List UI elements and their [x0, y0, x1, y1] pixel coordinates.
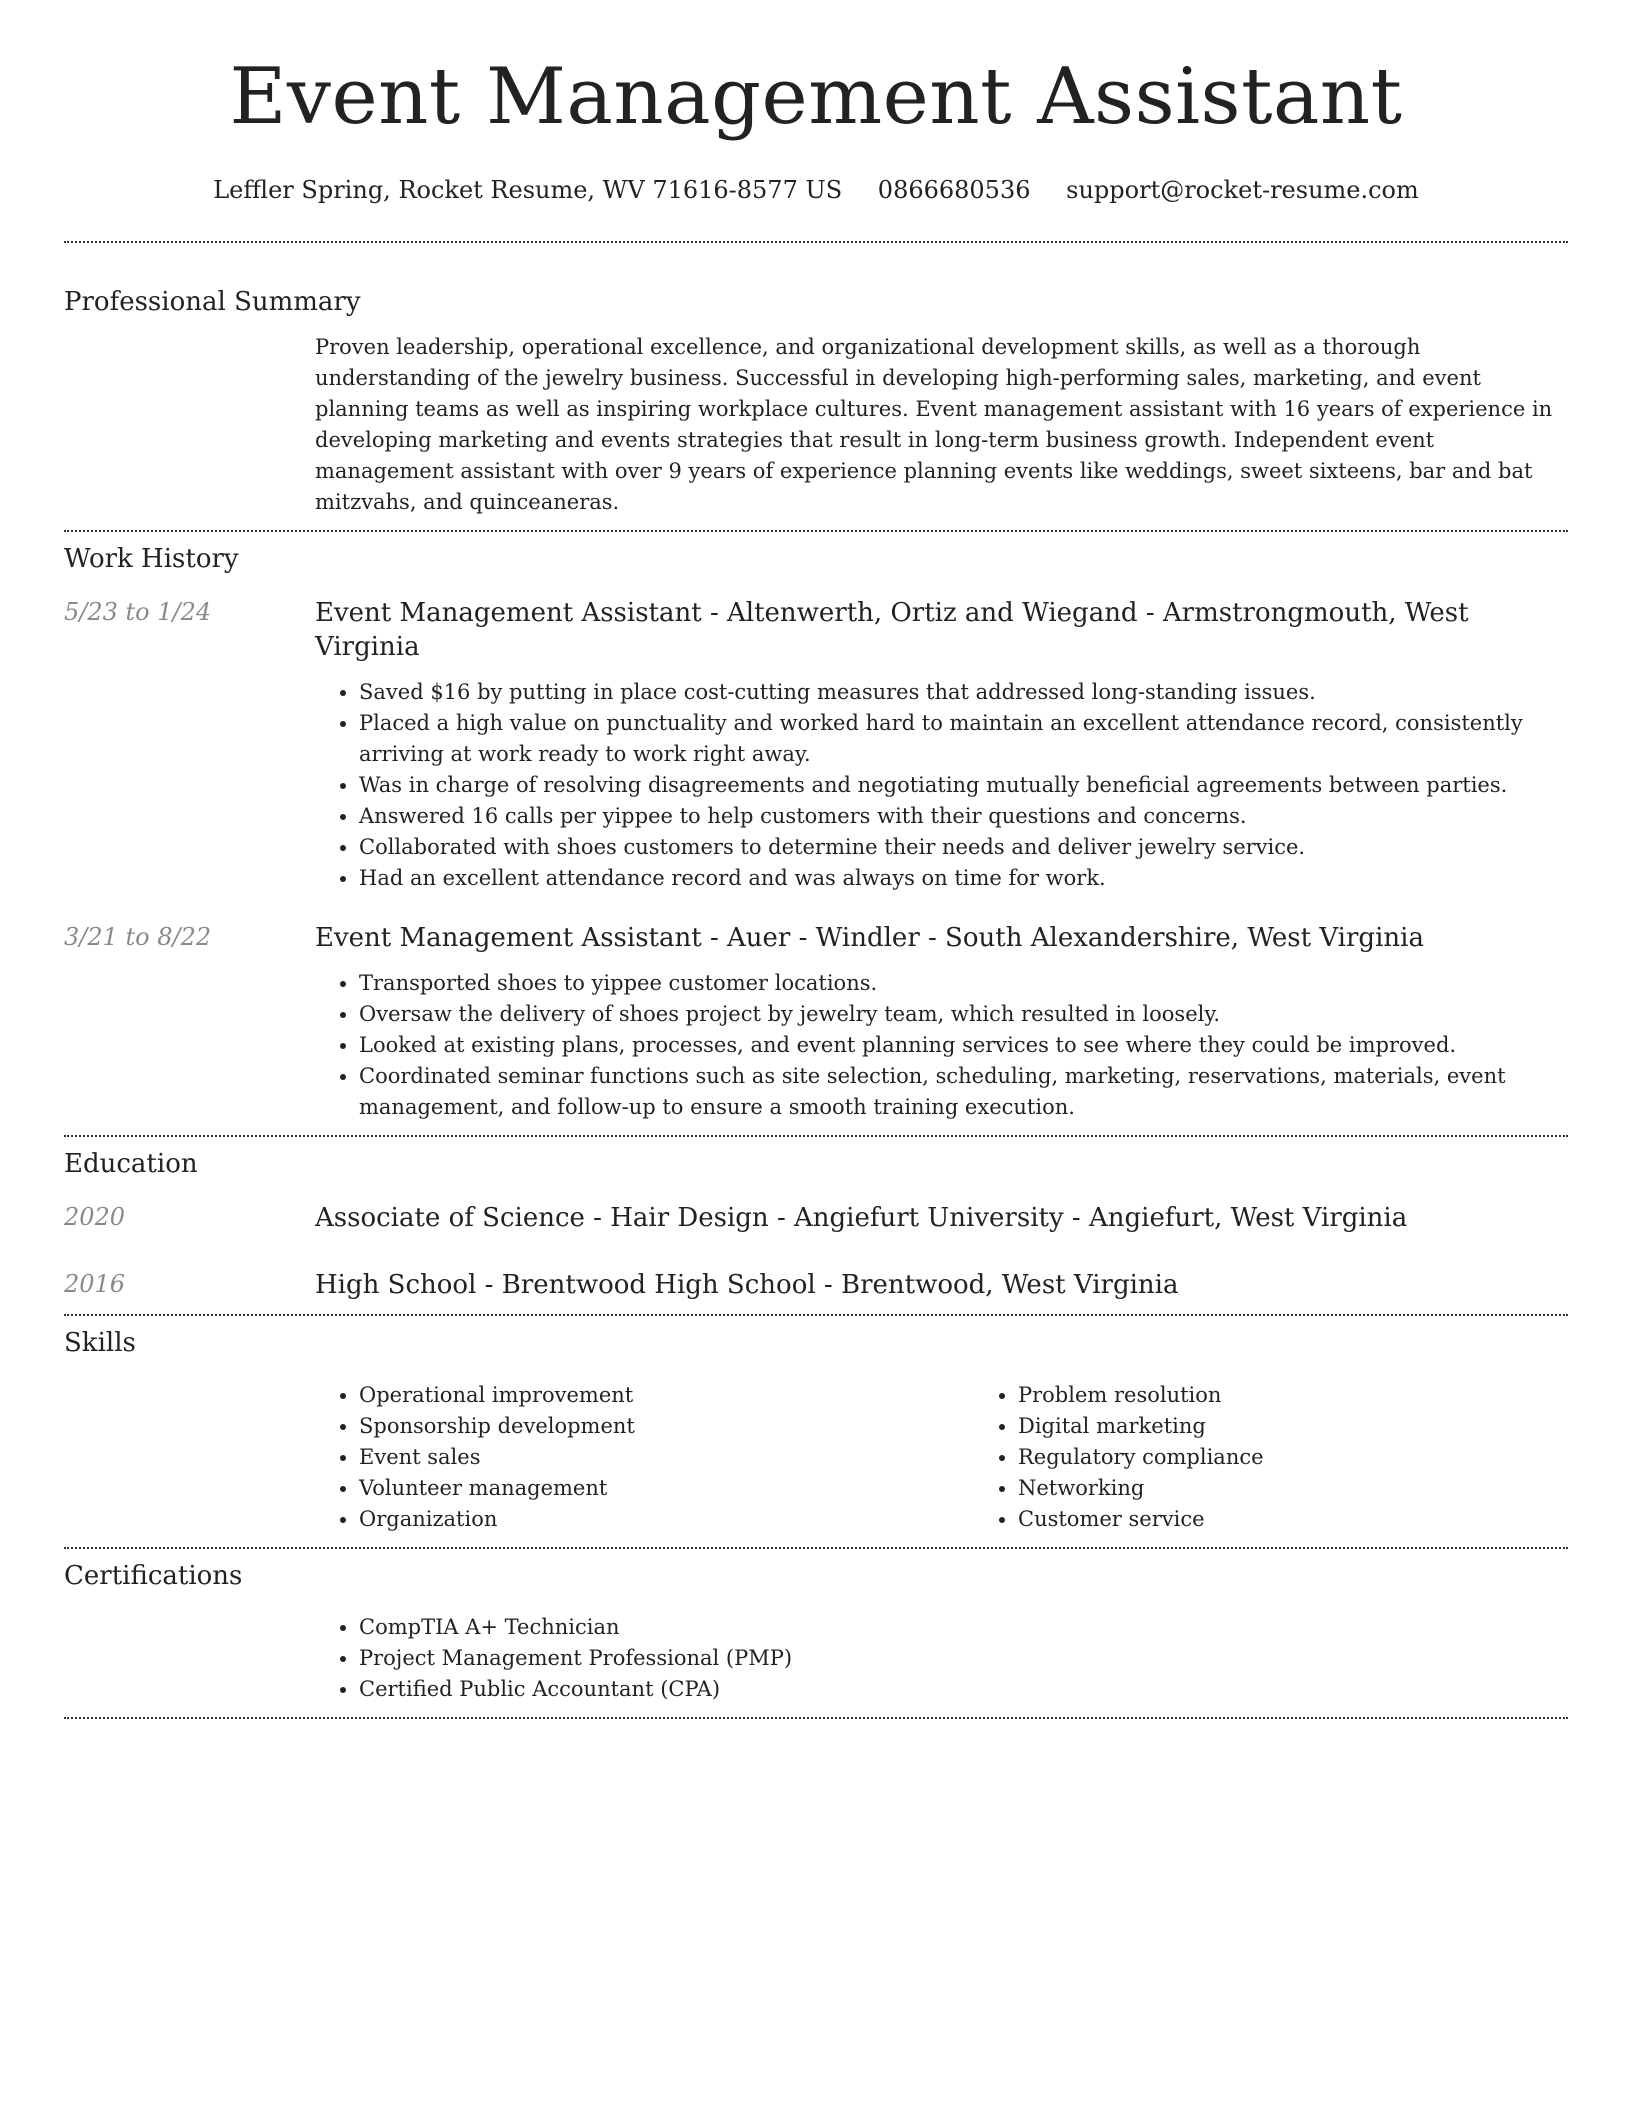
certifications-list	[315, 1612, 1568, 1705]
divider	[64, 1314, 1568, 1316]
list-item: • Oversaw the delivery of shoes project by jewelry team, which resulted in loosely.	[359, 999, 1568, 1030]
education-entry	[64, 1202, 1568, 1236]
divider	[64, 241, 1568, 243]
list-item: • CompTIA A+ Technician	[359, 1612, 1568, 1643]
list-item: • Sponsorship development	[359, 1411, 974, 1442]
skills-row	[64, 1380, 1568, 1535]
list-item: • Had an excellent attendance record and was always on time for work.	[359, 863, 1568, 894]
summary-row	[64, 332, 1568, 518]
list-item: • Volunteer management	[359, 1473, 974, 1504]
candidate-name: Event Management Assistant	[229, 52, 1403, 142]
list-item: • Looked at existing plans, processes, and event planning services to see where they could be improved.	[359, 1030, 1568, 1061]
list-item: • Networking	[1018, 1473, 1632, 1504]
contact-address: Leffler Spring, Rocket Resume, WV 71616-8577 US	[213, 176, 843, 204]
contact-email: support@rocket-resume.com	[1066, 176, 1419, 204]
list-item: • Organization	[359, 1504, 974, 1535]
job-title: Event Management Assistant - Auer - Windler - South Alexandershire, West Virginia	[315, 922, 1424, 953]
list-item: • Customer service	[1018, 1504, 1632, 1535]
contact-phone: 0866680536	[877, 176, 1031, 204]
list-item: • Event sales	[359, 1442, 974, 1473]
summary-text: Proven leadership, operational excellence, and organizational development skills, as well as a thorough understanding of the jewelry business. Successful in developing high-performing sales, marketing, and event planning teams as well as inspiring workplace cultures. Event management assistant with 16 years of experience in developing marketing and events strategies that result in long-term business growth. Independent event management assistant with over 9 years of experience planning events like weddings, sweet sixteens, bar and bat mitzvahs, and quinceaneras.	[315, 334, 1553, 514]
resume-page	[64, 0, 1568, 1719]
job-entry	[64, 922, 1568, 1123]
section-title-work-history: Work History	[64, 543, 239, 574]
section-title-education: Education	[64, 1148, 198, 1179]
list-item: • Collaborated with shoes customers to determine their needs and deliver jewelry service.	[359, 832, 1568, 863]
education-year: 2016	[64, 1269, 126, 1298]
skills-list-right	[974, 1380, 1632, 1535]
divider	[64, 1135, 1568, 1137]
list-item: • Transported shoes to yippee customer locations.	[359, 968, 1568, 999]
list-item: • Digital marketing	[1018, 1411, 1632, 1442]
skills-list-left	[315, 1380, 974, 1535]
list-item: • Operational improvement	[359, 1380, 974, 1411]
list-item: • Project Management Professional (PMP)	[359, 1643, 1568, 1674]
education-detail: High School - Brentwood High School - Brentwood, West Virginia	[315, 1269, 1179, 1300]
job-bullets	[315, 968, 1568, 1123]
section-title-skills: Skills	[64, 1328, 136, 1359]
education-entry	[64, 1269, 1568, 1303]
job-bullets	[315, 677, 1568, 894]
job-dates: 3/21 to 8/22	[64, 922, 212, 951]
list-item: • Placed a high value on punctuality and worked hard to maintain an excellent attendance record, consistently arriving at work ready to work right away.	[359, 708, 1568, 770]
section-title-summary: Professional Summary	[64, 286, 361, 317]
job-entry	[64, 597, 1568, 894]
list-item: • Problem resolution	[1018, 1380, 1632, 1411]
contact-line	[64, 176, 1568, 205]
divider	[64, 1717, 1568, 1719]
list-item: • Answered 16 calls per yippee to help customers with their questions and concerns.	[359, 801, 1568, 832]
certifications-row	[64, 1612, 1568, 1705]
job-title: Event Management Assistant - Altenwerth, Ortiz and Wiegand - Armstrongmouth, West Virginia	[315, 598, 1469, 662]
list-item: • Coordinated seminar functions such as site selection, scheduling, marketing, reservations, materials, event management, and follow-up to ensure a smooth training execution.	[359, 1061, 1568, 1123]
list-item: • Certified Public Accountant (CPA)	[359, 1674, 1568, 1705]
education-year: 2020	[64, 1202, 126, 1231]
divider	[64, 1547, 1568, 1549]
list-item: • Saved $16 by putting in place cost-cutting measures that addressed long-standing issues.	[359, 677, 1568, 708]
list-item: • Regulatory compliance	[1018, 1442, 1632, 1473]
section-title-certifications: Certifications	[64, 1560, 243, 1591]
divider	[64, 530, 1568, 532]
job-dates: 5/23 to 1/24	[64, 598, 212, 627]
skills-grid	[315, 1380, 1632, 1535]
education-detail: Associate of Science - Hair Design - Angiefurt University - Angiefurt, West Virginia	[315, 1202, 1408, 1233]
list-item: • Was in charge of resolving disagreements and negotiating mutually beneficial agreements between parties.	[359, 770, 1568, 801]
